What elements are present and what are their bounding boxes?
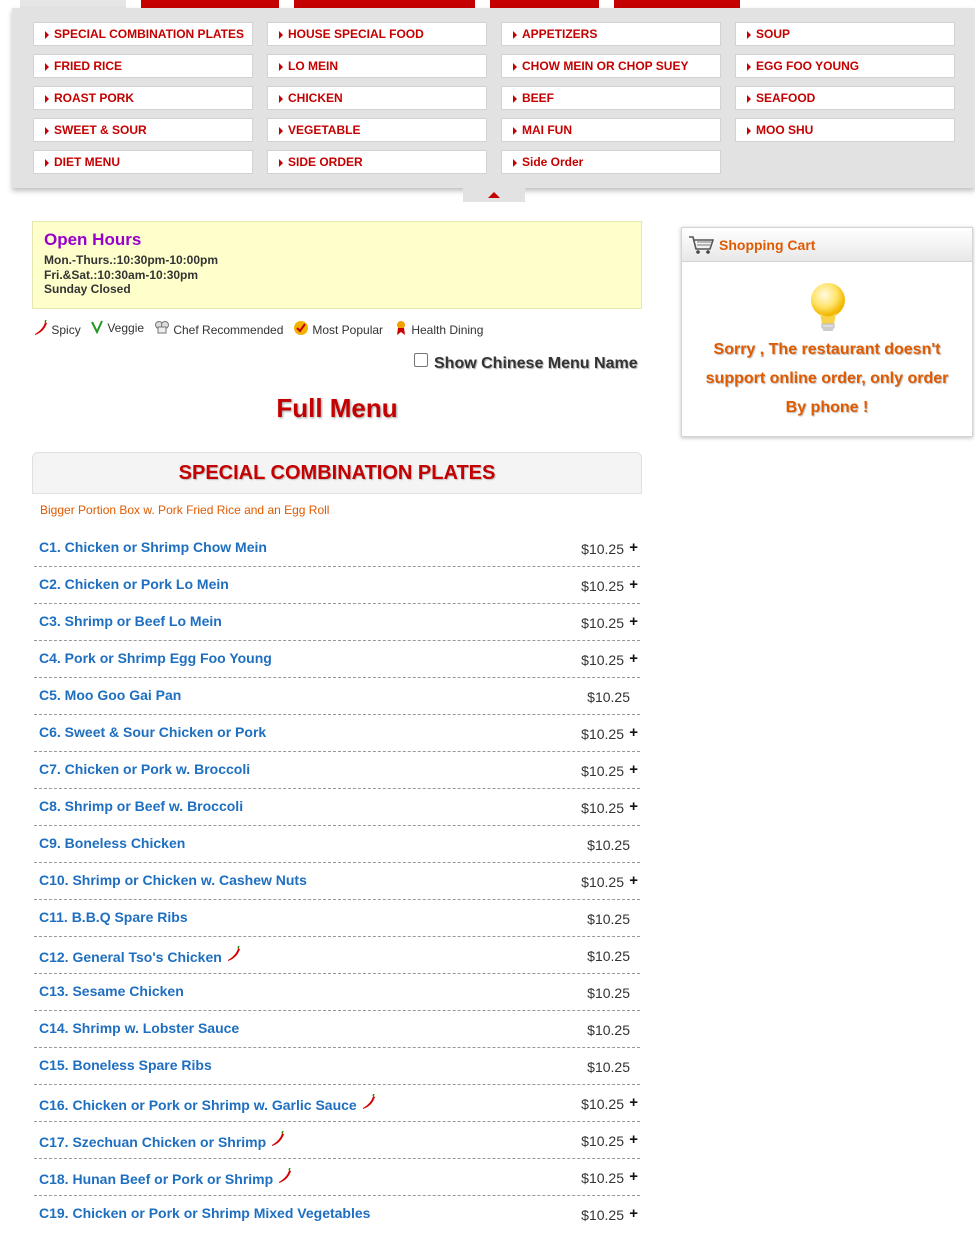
category-link[interactable] [33, 150, 253, 174]
menu-item-name-text: C11. B.B.Q Spare Ribs [39, 909, 188, 925]
menu-item-name[interactable] [39, 1094, 376, 1113]
full-menu-title: Full Menu [276, 393, 398, 423]
shopping-cart-icon [688, 235, 714, 255]
caret-right-icon [279, 63, 283, 71]
collapse-categories-button[interactable] [463, 188, 525, 202]
add-item-button[interactable]: + [629, 539, 638, 556]
caret-right-icon [513, 31, 517, 39]
veggie-leaf-icon [90, 320, 104, 334]
cart-message-line-2: support online order, only order [705, 370, 949, 387]
menu-item-name-text: C18. Hunan Beef or Pork or Shrimp [39, 1171, 274, 1187]
category-label: VEGETABLE [288, 123, 361, 137]
add-item-button[interactable]: + [629, 872, 638, 889]
menu-item-name[interactable] [39, 946, 241, 965]
category-link[interactable] [501, 150, 721, 174]
menu-item-name-text: C7. Chicken or Pork w. Broccoli [39, 761, 251, 777]
chevron-up-icon [488, 192, 500, 198]
show-chinese-checkbox[interactable] [414, 353, 428, 367]
menu-item-name[interactable] [39, 724, 266, 740]
menu-item-name-text: C8. Shrimp or Beef w. Broccoli [39, 798, 244, 814]
menu-item-name[interactable] [39, 1057, 212, 1073]
category-link[interactable] [33, 118, 253, 142]
category-link[interactable] [267, 22, 487, 46]
menu-item-row [34, 678, 640, 715]
menu-item-name[interactable] [39, 761, 250, 777]
category-link[interactable] [501, 54, 721, 78]
category-link[interactable] [267, 118, 487, 142]
menu-item-row [34, 974, 640, 1011]
health-ribbon-icon [394, 320, 408, 336]
category-label: CHICKEN [288, 91, 343, 105]
menu-item-name-text: C12. General Tso's Chicken [39, 949, 222, 965]
category-link[interactable] [735, 118, 955, 142]
show-chinese-toggle[interactable] [414, 353, 638, 373]
menu-item-price: $10.25 [587, 1059, 630, 1075]
menu-item-name-text: C2. Chicken or Pork Lo Mein [39, 576, 229, 592]
add-item-button[interactable]: + [629, 650, 638, 667]
show-chinese-label: Show Chinese Menu Name [434, 355, 638, 372]
open-hours-box [32, 221, 642, 309]
menu-item-price: $10.25 [581, 578, 624, 594]
menu-item-name[interactable] [39, 872, 307, 888]
caret-right-icon [45, 159, 49, 167]
legend-health-label: Health Dining [411, 323, 484, 337]
caret-right-icon [747, 127, 751, 135]
menu-item-price: $10.25 [581, 1170, 624, 1186]
caret-right-icon [513, 127, 517, 135]
menu-item-name-text: C6. Sweet & Sour Chicken or Pork [39, 724, 267, 740]
lightbulb-icon [808, 280, 848, 336]
cart-header [682, 228, 972, 262]
menu-item-name[interactable] [39, 539, 267, 555]
category-label: DIET MENU [54, 155, 120, 169]
menu-item-row [34, 641, 640, 678]
caret-right-icon [747, 31, 751, 39]
chili-pepper-icon [269, 1131, 285, 1147]
chili-pepper-icon [276, 1168, 292, 1184]
cart-message-line-3: By phone ! [785, 399, 869, 416]
legend-veggie-label: Veggie [107, 321, 145, 335]
menu-item-price: $10.25 [581, 615, 624, 631]
category-link[interactable] [501, 22, 721, 46]
menu-item-row [34, 715, 640, 752]
cart-message [694, 335, 960, 422]
menu-item-row [34, 1048, 640, 1085]
cart-title: Shopping Cart [719, 237, 816, 253]
category-label: SEAFOOD [756, 91, 816, 105]
menu-item-row [34, 900, 640, 937]
menu-item-price: $10.25 [587, 1022, 630, 1038]
menu-item-name-text: C15. Boneless Spare Ribs [39, 1057, 212, 1073]
add-item-button[interactable]: + [629, 576, 638, 593]
caret-right-icon [279, 31, 283, 39]
add-item-button[interactable]: + [629, 1168, 638, 1185]
menu-item-price: $10.25 [587, 948, 630, 964]
caret-right-icon [747, 63, 751, 71]
category-link[interactable] [267, 86, 487, 110]
menu-item-name-text: C13. Sesame Chicken [39, 983, 184, 999]
caret-right-icon [45, 31, 49, 39]
category-label: SOUP [756, 27, 791, 41]
legend-spicy [32, 320, 81, 337]
add-item-button[interactable]: + [629, 798, 638, 815]
menu-item-price: $10.25 [587, 837, 630, 853]
menu-item-name-text: C17. Szechuan Chicken or Shrimp [39, 1134, 267, 1150]
menu-item-name-text: C5. Moo Goo Gai Pan [39, 687, 182, 703]
chili-pepper-icon [360, 1094, 376, 1110]
menu-item-price: $10.25 [581, 874, 624, 890]
menu-item-name[interactable] [39, 650, 272, 666]
add-item-button[interactable]: + [629, 761, 638, 778]
category-link[interactable] [735, 22, 955, 46]
caret-right-icon [513, 95, 517, 103]
menu-item-name[interactable] [39, 687, 181, 703]
caret-right-icon [45, 63, 49, 71]
caret-right-icon [747, 95, 751, 103]
menu-item-row [34, 789, 640, 826]
category-label: ROAST PORK [54, 91, 135, 105]
category-label: EGG FOO YOUNG [756, 59, 860, 73]
menu-item-name[interactable] [39, 613, 222, 629]
open-hours-title: Open Hours [44, 230, 142, 249]
add-item-button[interactable]: + [629, 613, 638, 630]
section-title: SPECIAL COMBINATION PLATES [32, 452, 642, 494]
chef-hat-icon [154, 320, 170, 336]
category-label: HOUSE SPECIAL FOOD [288, 27, 424, 41]
caret-right-icon [513, 159, 517, 167]
hours-line-sunday: Sunday Closed [44, 282, 131, 296]
menu-item-row [34, 604, 640, 641]
menu-item-price: $10.25 [581, 800, 624, 816]
menu-item-row [34, 863, 640, 900]
menu-item-price: $10.25 [581, 541, 624, 557]
category-link[interactable] [267, 54, 487, 78]
category-label: SIDE ORDER [288, 155, 363, 169]
legend-spicy-label: Spicy [51, 323, 81, 337]
menu-item-name-text: C9. Boneless Chicken [39, 835, 186, 851]
menu-item-price: $10.25 [581, 652, 624, 668]
hours-line-weekend: Fri.&Sat.:10:30am-10:30pm [44, 268, 199, 282]
section-subtitle: Bigger Portion Box w. Pork Fried Rice and an Egg Roll [40, 503, 330, 517]
category-label: CHOW MEIN OR CHOP SUEY [522, 59, 689, 73]
category-link[interactable] [33, 22, 253, 46]
legend-veggie [90, 320, 144, 335]
menu-item-price: $10.25 [581, 1207, 624, 1223]
category-label: MOO SHU [756, 123, 814, 137]
cart-message-line-1: Sorry , The restaurant doesn't [713, 341, 941, 358]
category-link[interactable] [501, 86, 721, 110]
menu-item-name-text: C16. Chicken or Pork or Shrimp w. Garlic Sauce [39, 1097, 357, 1113]
menu-item-name[interactable] [39, 576, 229, 592]
caret-right-icon [279, 127, 283, 135]
legend-popular [293, 320, 383, 337]
category-link[interactable] [267, 150, 487, 174]
category-label: APPETIZERS [522, 27, 598, 41]
hours-line-weekday: Mon.-Thurs.:10:30pm-10:00pm [44, 253, 219, 267]
menu-item-name[interactable] [39, 1205, 370, 1221]
menu-item-row [34, 1159, 640, 1196]
chili-pepper-icon [32, 320, 48, 336]
category-label: SPECIAL COMBINATION PLATES [54, 27, 245, 41]
category-panel [12, 8, 975, 188]
menu-item-name-text: C19. Chicken or Pork or Shrimp Mixed Vegetables [39, 1205, 371, 1221]
category-label: Side Order [522, 155, 584, 169]
caret-right-icon [279, 159, 283, 167]
menu-item-row [34, 567, 640, 604]
menu-item-price: $10.25 [581, 726, 624, 742]
menu-item-name[interactable] [39, 798, 243, 814]
menu-item-row [34, 1011, 640, 1048]
add-item-button[interactable]: + [629, 1094, 638, 1111]
caret-right-icon [45, 127, 49, 135]
menu-item-price: $10.25 [581, 1133, 624, 1149]
chili-pepper-icon [225, 946, 241, 962]
category-link[interactable] [501, 118, 721, 142]
menu-item-name-text: C3. Shrimp or Beef Lo Mein [39, 613, 222, 629]
add-item-button[interactable]: + [629, 724, 638, 741]
add-item-button[interactable]: + [629, 1131, 638, 1148]
category-label: FRIED RICE [54, 59, 123, 73]
category-link[interactable] [735, 86, 955, 110]
caret-right-icon [513, 63, 517, 71]
category-label: MAI FUN [522, 123, 572, 137]
menu-item-name-text: C10. Shrimp or Chicken w. Cashew Nuts [39, 872, 307, 888]
menu-item-name-text: C1. Chicken or Shrimp Chow Mein [39, 539, 267, 555]
category-label: SWEET & SOUR [54, 123, 147, 137]
category-link[interactable] [33, 54, 253, 78]
caret-right-icon [279, 95, 283, 103]
menu-item-name[interactable] [39, 1131, 285, 1150]
category-link[interactable] [735, 54, 955, 78]
category-label: BEEF [522, 91, 555, 105]
add-item-button[interactable]: + [629, 1205, 638, 1222]
menu-item-row [34, 1085, 640, 1122]
popular-badge-icon [293, 320, 309, 336]
menu-item-name-text: C14. Shrimp w. Lobster Sauce [39, 1020, 240, 1036]
menu-item-row [34, 826, 640, 863]
menu-item-row [34, 1122, 640, 1159]
menu-item-name-text: C4. Pork or Shrimp Egg Foo Young [39, 650, 272, 666]
category-link[interactable] [33, 86, 253, 110]
menu-item-row [34, 530, 640, 567]
legend-health [394, 320, 483, 337]
shopping-cart-panel [681, 227, 973, 437]
menu-item-row [34, 752, 640, 789]
menu-item-price: $10.25 [581, 1096, 624, 1112]
legend-chef-label: Chef Recommended [173, 323, 284, 337]
menu-item-price: $10.25 [587, 911, 630, 927]
menu-item-name[interactable] [39, 1020, 239, 1036]
menu-item-price: $10.25 [581, 763, 624, 779]
menu-item-price: $10.25 [587, 689, 630, 705]
legend-chef [154, 320, 283, 337]
menu-item-list [34, 530, 640, 1233]
menu-item-name[interactable] [39, 835, 185, 851]
menu-item-name[interactable] [39, 1168, 292, 1187]
legend-popular-label: Most Popular [312, 323, 384, 337]
category-label: LO MEIN [288, 59, 338, 73]
caret-right-icon [45, 95, 49, 103]
menu-item-name[interactable] [39, 983, 184, 999]
menu-item-name[interactable] [39, 909, 188, 925]
menu-item-row [34, 937, 640, 974]
menu-item-price: $10.25 [587, 985, 630, 1001]
